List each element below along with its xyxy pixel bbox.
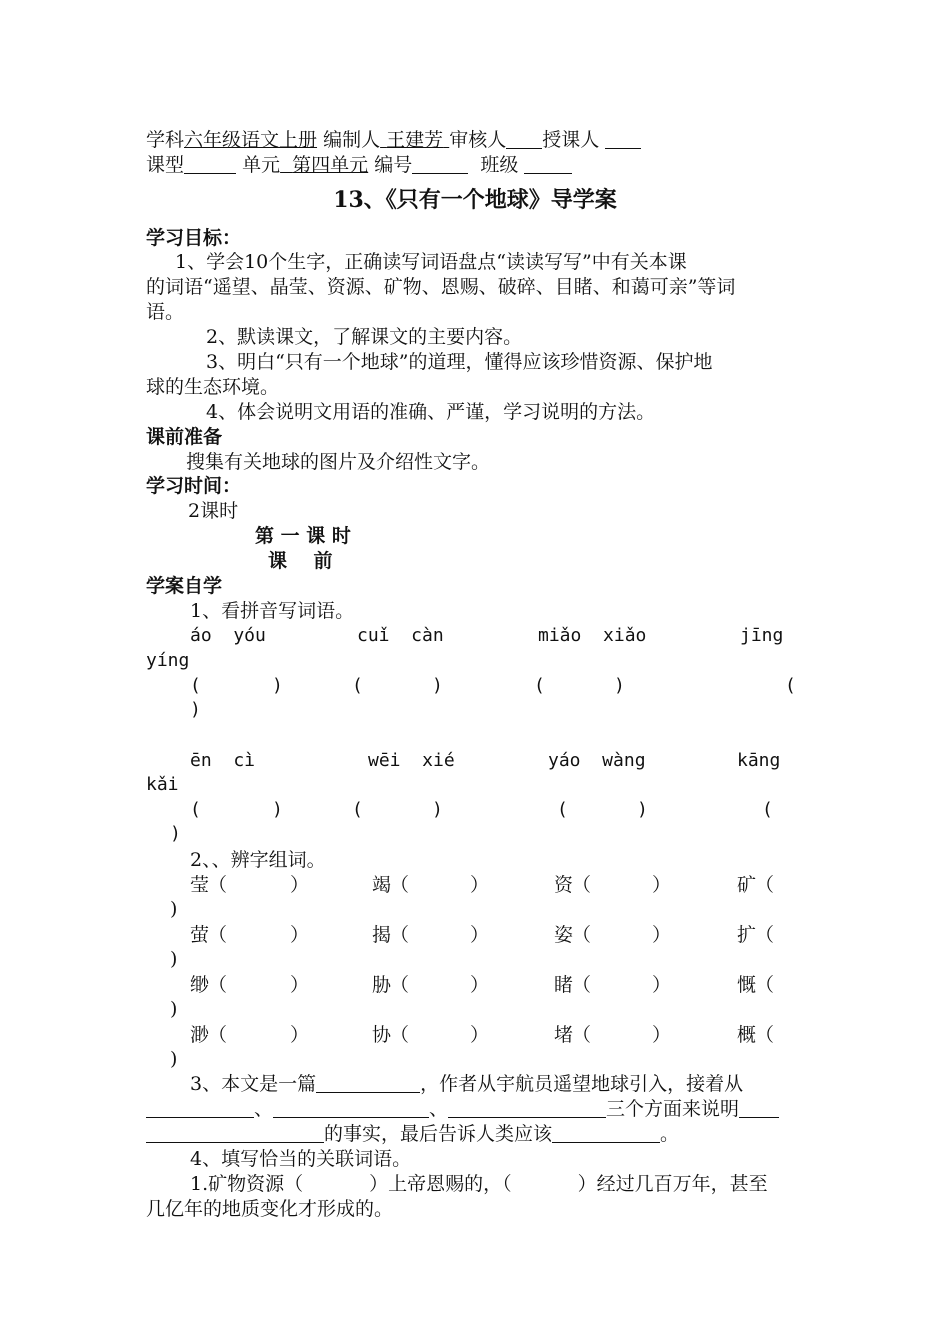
q3-blank-fact-start	[739, 1099, 779, 1118]
char-2-2-open: （	[390, 924, 410, 946]
question-4: 4、填写恰当的关联词语。	[190, 1148, 412, 1170]
char-2-2: 揭	[372, 924, 392, 946]
char-1-4: 矿	[737, 874, 757, 896]
reviewer-blank	[506, 130, 542, 149]
subject-value: 六年级语文上册	[184, 129, 318, 151]
char-1-1: 莹	[190, 874, 210, 896]
q4-1-text-b: ）上帝恩赐的，（	[369, 1173, 512, 1195]
q3-blank-aspect-3	[448, 1099, 606, 1118]
char-3-2: 胁	[372, 974, 392, 996]
char-3-1: 缈	[190, 974, 210, 996]
prep-text: 搜集有关地球的图片及介绍性文字。	[186, 451, 491, 473]
goal-4: 4、体会说明文用语的准确、严谨，学习说明的方法。	[206, 401, 656, 423]
header-line-2	[146, 153, 572, 177]
q3-blank-aspect-2	[273, 1099, 429, 1118]
pinyin-2-wrap: kǎi	[146, 774, 179, 795]
char-2-1-open: （	[208, 924, 228, 946]
pinyin-1-2: cuǐ càn	[357, 625, 444, 646]
char-row-1-close: )	[170, 898, 178, 920]
char-2-3-open: （	[572, 924, 592, 946]
q3-sep-1: 、	[254, 1098, 274, 1120]
goals-heading: 学习目标：	[146, 227, 242, 249]
char-1-3: 资	[554, 874, 574, 896]
unit-label: 单元	[242, 154, 281, 176]
class-label: 班级	[480, 154, 519, 176]
teacher-label: 授课人	[542, 129, 600, 151]
editor-label: 编制人	[323, 129, 381, 151]
reviewer-label: 审核人	[449, 129, 507, 151]
paren-2-1-close: )	[272, 799, 283, 820]
unit-value: 第四单元	[292, 154, 369, 176]
goal-2: 2、默读课文，了解课文的主要内容。	[206, 326, 523, 348]
goal-1-line-3: 语。	[146, 301, 185, 323]
editor-value: 王建芳	[386, 129, 444, 151]
char-1-1-close: ）	[290, 874, 310, 896]
q3-text-e: 。	[660, 1123, 680, 1145]
q3-blank-genre	[316, 1074, 420, 1093]
pinyin-1-3: miǎo xiǎo	[538, 625, 647, 646]
paren-1-1-open: (	[190, 675, 201, 696]
paren-2-1-open: (	[190, 799, 201, 820]
char-3-2-close: ）	[470, 974, 490, 996]
char-1-4-open: （	[755, 874, 775, 896]
char-row-3-close: )	[170, 998, 178, 1020]
question-2: 2、、辨字组词。	[190, 849, 326, 871]
char-3-3: 睹	[554, 974, 574, 996]
q3-text-d: 的事实，最后告诉人类应该	[324, 1123, 553, 1145]
paren-2-3-open: (	[557, 799, 568, 820]
char-1-2-open: （	[390, 874, 410, 896]
char-3-1-close: ）	[290, 974, 310, 996]
goal-1-line-1: 1、学会10个生字，正确读写词语盘点“读读写写”中有关本课	[175, 251, 687, 273]
char-3-3-close: ）	[652, 974, 672, 996]
char-2-4: 扩	[737, 924, 757, 946]
char-1-2: 竭	[372, 874, 392, 896]
paren-2-4-open: (	[762, 799, 773, 820]
char-2-3-close: ）	[652, 924, 672, 946]
pinyin-2-2: wēi xié	[368, 750, 455, 771]
char-4-1-open: （	[208, 1024, 228, 1046]
q3-blank-should	[552, 1124, 660, 1143]
header-line-1	[146, 128, 641, 152]
paren-1-4-close: )	[190, 699, 201, 720]
lesson-heading: 第 一 课 时	[255, 525, 351, 547]
char-4-3-close: ）	[652, 1024, 672, 1046]
char-4-4-open: （	[755, 1024, 775, 1046]
paren-2-4-close: )	[170, 823, 181, 844]
pinyin-2-3: yáo wàng	[548, 750, 646, 771]
char-2-3: 姿	[554, 924, 574, 946]
char-1-3-close: ）	[652, 874, 672, 896]
pinyin-1-wrap: yíng	[146, 650, 190, 671]
question-3-line-3	[146, 1122, 679, 1146]
char-3-1-open: （	[208, 974, 228, 996]
q3-text-c: 三个方面来说明	[606, 1098, 740, 1120]
char-4-2-open: （	[390, 1024, 410, 1046]
char-4-1: 渺	[190, 1024, 210, 1046]
paren-2-3-close: )	[637, 799, 648, 820]
type-blank	[184, 155, 236, 174]
char-4-4: 概	[737, 1024, 757, 1046]
prep-heading: 课前准备	[146, 426, 223, 448]
q4-1-text-c: ）经过几百万年，甚至	[577, 1173, 768, 1195]
subject-label: 学科	[146, 129, 185, 151]
self-study-heading: 学案自学	[146, 575, 223, 597]
lesson-subheading: 课 前	[268, 550, 333, 572]
char-4-3: 堵	[554, 1024, 574, 1046]
char-1-3-open: （	[572, 874, 592, 896]
char-4-3-open: （	[572, 1024, 592, 1046]
question-4-item-1	[190, 1172, 768, 1196]
question-4-item-1-cont: 几亿年的地质变化才形成的。	[146, 1198, 394, 1220]
q3-sep-2: 、	[429, 1098, 449, 1120]
goal-1-line-2: 的词语“遥望、晶莹、资源、矿物、恩赐、破碎、目睹、和蔼可亲”等词	[146, 276, 736, 298]
goal-3-line-1: 3、明白“只有一个地球”的道理，懂得应该珍惜资源、保护地	[206, 351, 713, 373]
char-4-2-close: ）	[470, 1024, 490, 1046]
char-2-1-close: ）	[290, 924, 310, 946]
question-3-line-2	[146, 1097, 779, 1121]
char-2-4-open: （	[755, 924, 775, 946]
paren-1-3-close: )	[614, 675, 625, 696]
paren-1-4-open: (	[785, 675, 796, 696]
number-label: 编号	[374, 154, 413, 176]
q3-text-b: ，作者从宇航员遥望地球引入，接着从	[420, 1073, 744, 1095]
goal-3-line-2: 球的生态环境。	[146, 376, 280, 398]
paren-2-2-close: )	[432, 799, 443, 820]
char-3-3-open: （	[572, 974, 592, 996]
char-row-4-close: )	[170, 1048, 178, 1070]
char-row-2-close: )	[170, 948, 178, 970]
q3-blank-aspect-1	[146, 1099, 254, 1118]
page-title: 13、《只有一个地球》导学案	[333, 187, 617, 213]
char-1-2-close: ）	[470, 874, 490, 896]
pinyin-1-4: jīng	[740, 625, 784, 646]
type-label: 课型	[146, 154, 185, 176]
teacher-blank	[605, 130, 641, 149]
char-2-1: 萤	[190, 924, 210, 946]
paren-2-2-open: (	[352, 799, 363, 820]
class-blank	[524, 155, 572, 174]
number-blank	[412, 155, 468, 174]
char-3-4: 慨	[737, 974, 757, 996]
pinyin-2-1: ēn cì	[190, 750, 256, 771]
char-4-2: 协	[372, 1024, 392, 1046]
pinyin-2-4: kāng	[737, 750, 781, 771]
paren-1-2-close: )	[432, 675, 443, 696]
pinyin-1-1: áo yóu	[190, 625, 266, 646]
time-heading: 学习时间：	[146, 475, 242, 497]
q3-text-a: 3、本文是一篇	[190, 1073, 317, 1095]
char-2-2-close: ）	[470, 924, 490, 946]
question-1: 1、看拼音写词语。	[190, 600, 355, 622]
time-text: 2课时	[188, 500, 239, 522]
paren-1-3-open: (	[534, 675, 545, 696]
paren-1-1-close: )	[272, 675, 283, 696]
char-1-1-open: （	[208, 874, 228, 896]
char-4-1-close: ）	[290, 1024, 310, 1046]
char-3-2-open: （	[390, 974, 410, 996]
q3-blank-fact	[146, 1124, 324, 1143]
char-3-4-open: （	[755, 974, 775, 996]
question-3-line-1	[190, 1072, 743, 1096]
paren-1-2-open: (	[352, 675, 363, 696]
q4-1-text-a: 1.矿物资源（	[190, 1173, 304, 1195]
